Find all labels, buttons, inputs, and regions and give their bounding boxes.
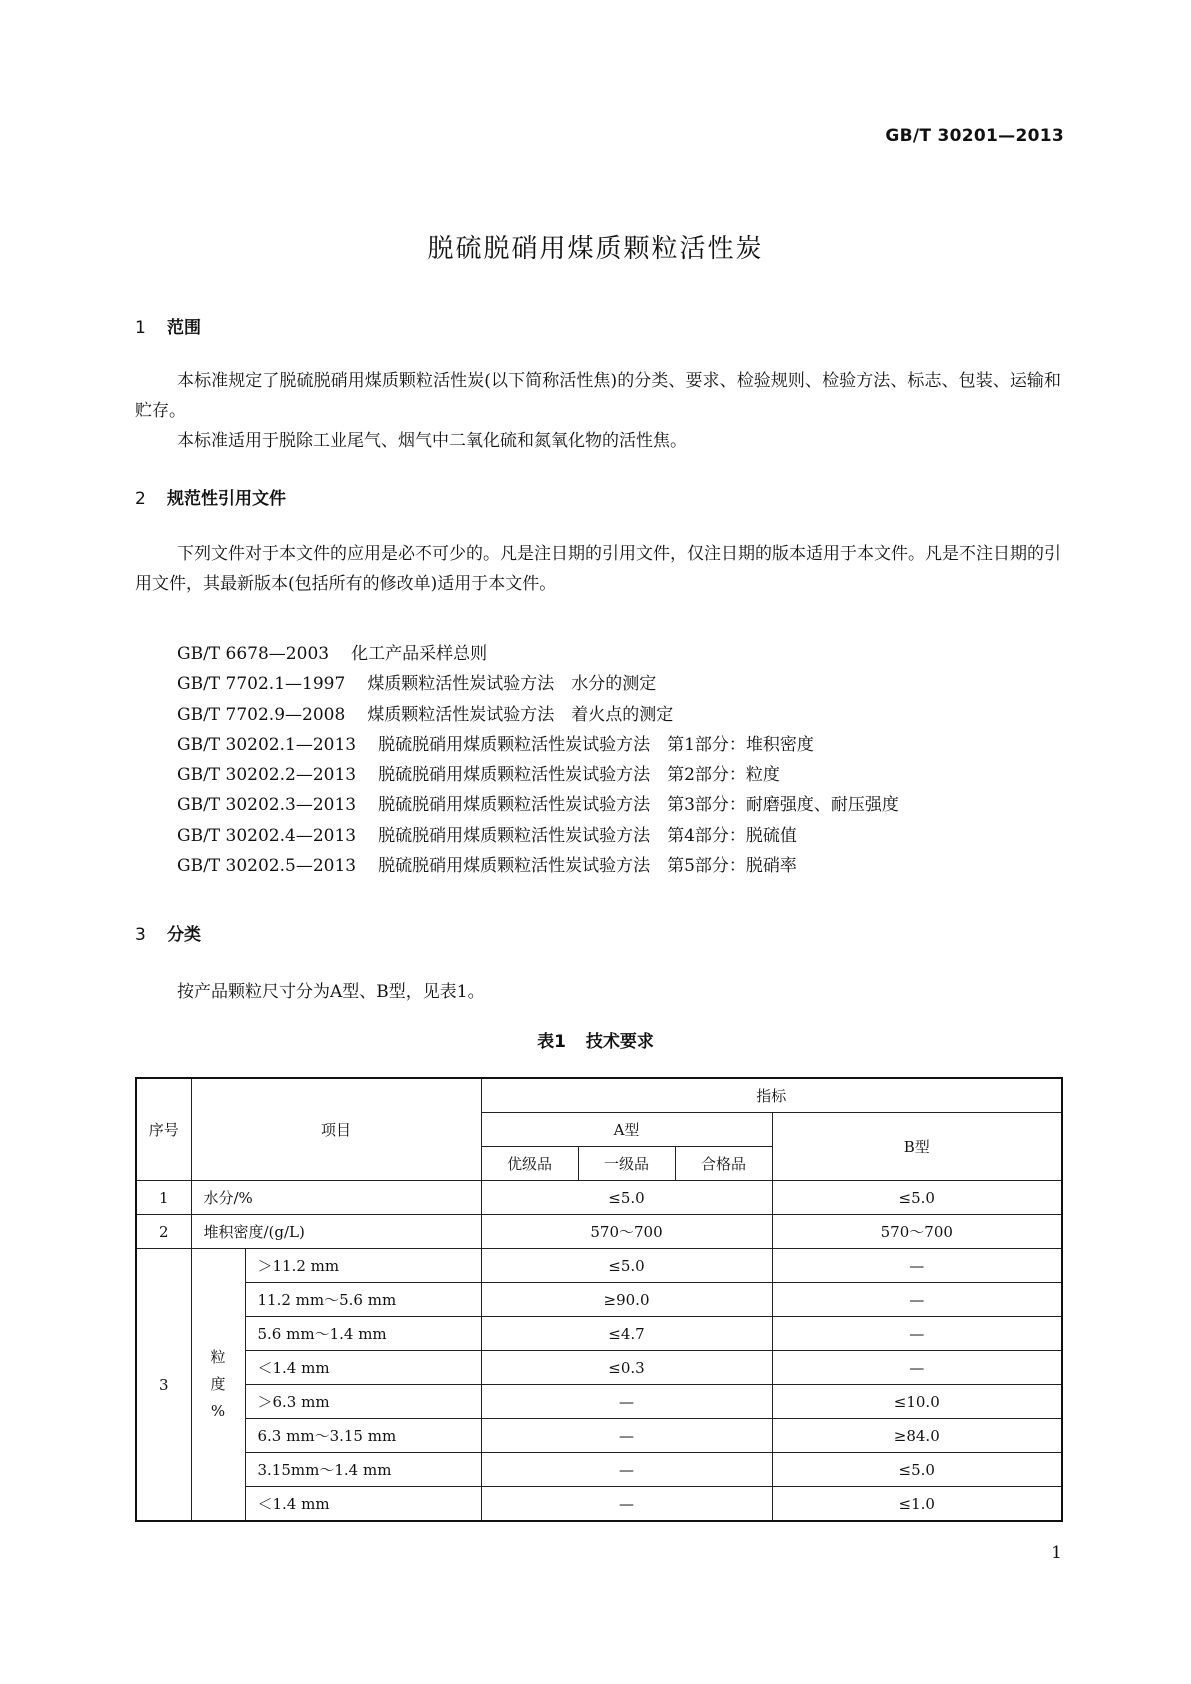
reference-title: 脱硫脱硝用煤质颗粒活性炭试验方法 第1部分：堆积密度 xyxy=(378,734,814,755)
cell-seq: 1 xyxy=(136,1181,191,1215)
cell-type-a: — xyxy=(481,1487,772,1522)
technical-requirements-table xyxy=(135,1077,1063,1522)
reference-title: 化工产品采样总则 xyxy=(351,644,488,664)
cell-type-a: — xyxy=(481,1419,772,1453)
cell-type-b: — xyxy=(772,1283,1062,1317)
cell-size-range: ＞11.2 mm xyxy=(245,1249,481,1283)
table-row xyxy=(136,1215,1062,1249)
reference-item xyxy=(177,700,899,730)
cell-type-b: ≤5.0 xyxy=(772,1181,1062,1215)
section-2-paragraph-1: 下列文件对于本文件的应用是必不可少的。凡是注日期的引用文件，仅注日期的版本适用于本文件。凡是不注日期的引用文件，其最新版本(包括所有的修改单)适用于本文件。 xyxy=(135,544,1061,594)
cell-size-range: 11.2 mm～5.6 mm xyxy=(245,1283,481,1317)
cell-type-b: ≥84.0 xyxy=(772,1419,1062,1453)
reference-title: 脱硫脱硝用煤质颗粒活性炭试验方法 第3部分：耐磨强度、耐压强度 xyxy=(378,795,899,816)
table-caption-title: 技术要求 xyxy=(585,1032,654,1052)
cell-type-a: 570～700 xyxy=(481,1215,772,1249)
reference-item xyxy=(177,790,899,820)
header-indicator: 指标 xyxy=(481,1078,1062,1113)
cell-type-b: 570～700 xyxy=(772,1215,1062,1249)
table-caption-label: 表1 xyxy=(537,1032,566,1052)
table-row xyxy=(136,1453,1062,1487)
cell-item: 堆积密度/(g/L) xyxy=(191,1215,481,1249)
cell-item: 水分/% xyxy=(191,1181,481,1215)
section-3-heading xyxy=(135,920,201,945)
cell-size-range: 6.3 mm～3.15 mm xyxy=(245,1419,481,1453)
section-number: 1 xyxy=(135,318,146,338)
cell-size-range: ＜1.4 mm xyxy=(245,1487,481,1522)
reference-item xyxy=(177,730,899,760)
section-1-paragraph-2: 本标准适用于脱除工业尾气、烟气中二氧化硫和氮氧化物的活性焦。 xyxy=(177,431,687,451)
reference-code: GB/T 30202.5—2013 xyxy=(177,856,357,877)
cell-type-a: — xyxy=(481,1385,772,1419)
section-1-paragraph-1: 本标准规定了脱硫脱硝用煤质颗粒活性炭(以下简称活性焦)的分类、要求、检验规则、检验方法、标志、包装、运输和贮存。 xyxy=(135,371,1061,421)
table-row xyxy=(136,1181,1062,1215)
section-number: 2 xyxy=(135,489,146,509)
cell-type-b: — xyxy=(772,1317,1062,1351)
section-title: 分类 xyxy=(167,925,201,945)
section-number: 3 xyxy=(135,925,146,945)
normative-references-list xyxy=(177,639,899,881)
reference-code: GB/T 30202.1—2013 xyxy=(177,734,357,755)
table-caption xyxy=(0,1027,1191,1052)
table-row xyxy=(136,1487,1062,1522)
cell-size-range: 5.6 mm～1.4 mm xyxy=(245,1317,481,1351)
cell-type-b: — xyxy=(772,1351,1062,1385)
reference-item xyxy=(177,639,899,669)
reference-code: GB/T 7702.1—1997 xyxy=(177,674,346,695)
granularity-label-char: 度 xyxy=(210,1375,226,1393)
cell-type-a: ≥90.0 xyxy=(481,1283,772,1317)
cell-type-b: ≤1.0 xyxy=(772,1487,1062,1522)
document-title: 脱硫脱硝用煤质颗粒活性炭 xyxy=(427,234,764,264)
cell-type-b: ≤10.0 xyxy=(772,1385,1062,1419)
cell-type-a: ≤5.0 xyxy=(481,1249,772,1283)
section-title: 规范性引用文件 xyxy=(167,489,286,509)
cell-type-a: ≤5.0 xyxy=(481,1181,772,1215)
reference-code: GB/T 30202.2—2013 xyxy=(177,765,357,786)
cell-type-a: — xyxy=(481,1453,772,1487)
cell-type-a: ≤4.7 xyxy=(481,1317,772,1351)
reference-title: 脱硫脱硝用煤质颗粒活性炭试验方法 第5部分：脱硝率 xyxy=(378,856,797,877)
header-grade-qualified: 合格品 xyxy=(675,1147,772,1181)
header-type-a: A型 xyxy=(481,1113,772,1147)
reference-item xyxy=(177,851,899,881)
reference-code: GB/T 7702.9—2008 xyxy=(177,704,346,725)
granularity-label xyxy=(191,1249,245,1522)
cell-seq: 3 xyxy=(136,1249,191,1522)
reference-code: GB/T 6678—2003 xyxy=(177,644,330,664)
table-row xyxy=(136,1317,1062,1351)
reference-item xyxy=(177,821,899,851)
table-row xyxy=(136,1283,1062,1317)
cell-size-range: ＜1.4 mm xyxy=(245,1351,481,1385)
reference-code: GB/T 30202.3—2013 xyxy=(177,795,357,816)
page-number: 1 xyxy=(1051,1543,1062,1563)
table-row xyxy=(136,1419,1062,1453)
reference-code: GB/T 30202.4—2013 xyxy=(177,825,357,846)
reference-title: 脱硫脱硝用煤质颗粒活性炭试验方法 第4部分：脱硫值 xyxy=(378,825,797,846)
cell-size-range: ＞6.3 mm xyxy=(245,1385,481,1419)
granularity-label-char: 粒 xyxy=(210,1348,226,1366)
cell-type-b: — xyxy=(772,1249,1062,1283)
section-1-heading xyxy=(135,313,201,338)
header-grade-first: 一级品 xyxy=(578,1147,675,1181)
table-row xyxy=(136,1249,1062,1283)
section-2-heading xyxy=(135,484,286,509)
header-type-b: B型 xyxy=(772,1113,1062,1181)
cell-size-range: 3.15mm～1.4 mm xyxy=(245,1453,481,1487)
header-grade-superior: 优级品 xyxy=(481,1147,578,1181)
reference-item xyxy=(177,760,899,790)
table-row xyxy=(136,1351,1062,1385)
reference-title: 煤质颗粒活性炭试验方法 水分的测定 xyxy=(367,674,657,695)
section-title: 范围 xyxy=(167,318,201,338)
cell-type-a: ≤0.3 xyxy=(481,1351,772,1385)
header-item: 项目 xyxy=(191,1078,481,1181)
section-3-paragraph-1: 按产品颗粒尺寸分为A型、B型，见表1。 xyxy=(177,982,485,1002)
cell-type-b: ≤5.0 xyxy=(772,1453,1062,1487)
reference-title: 脱硫脱硝用煤质颗粒活性炭试验方法 第2部分：粒度 xyxy=(378,765,780,786)
standard-code: GB/T 30201—2013 xyxy=(885,126,1064,146)
granularity-label-char: % xyxy=(210,1402,226,1420)
reference-item xyxy=(177,669,899,699)
table-row xyxy=(136,1385,1062,1419)
cell-seq: 2 xyxy=(136,1215,191,1249)
header-seq: 序号 xyxy=(136,1078,191,1181)
reference-title: 煤质颗粒活性炭试验方法 着火点的测定 xyxy=(367,704,674,725)
